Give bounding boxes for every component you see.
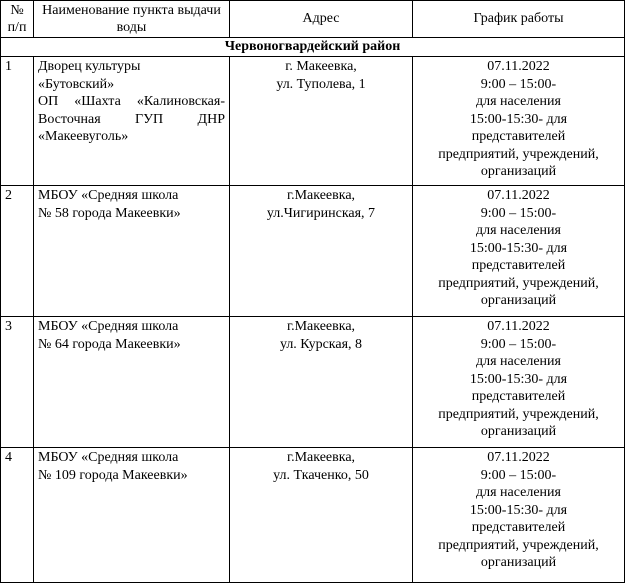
schedule-line: 9:00 – 15:00- [480, 76, 557, 92]
schedule-line: 07.11.2022 [487, 59, 550, 74]
name-line: МБОУ «Средняя школа [38, 188, 179, 203]
schedule-line: для населения [476, 223, 561, 238]
row-num: 3 [1, 317, 34, 448]
table-row [1, 317, 625, 448]
row-address [230, 57, 413, 186]
row-address [230, 186, 413, 317]
row-schedule [413, 317, 625, 448]
address-line: ул.Чигиринская, 7 [266, 205, 376, 221]
name-line: «Макеевуголь» [38, 129, 129, 144]
row-address [230, 317, 413, 448]
name-line: № 64 города Макеевки» [38, 336, 181, 352]
address-line: ул. Курская, 8 [279, 336, 363, 352]
schedule-line: организаций [480, 293, 557, 308]
schedule-line: предприятий, учреждений, [438, 146, 599, 162]
name-line: Восточная ГУП ДНР [38, 111, 225, 127]
name-line: № 58 города Макеевки» [38, 205, 181, 221]
schedule-line: 15:00-15:30- для [469, 371, 568, 387]
row-schedule [413, 186, 625, 317]
row-name [34, 186, 230, 317]
row-num: 1 [1, 57, 34, 186]
schedule-line: представителей [471, 258, 566, 273]
name-line: Дворец культуры [38, 59, 141, 74]
table-row [1, 57, 625, 186]
schedule-line: 9:00 – 15:00- [480, 336, 557, 352]
row-num: 4 [1, 448, 34, 583]
table-row [1, 186, 625, 317]
header-num: № п/п [1, 1, 34, 38]
row-name [34, 57, 230, 186]
schedule-line: представителей [471, 129, 566, 144]
header-name: Наименование пункта выдачи воды [34, 1, 230, 38]
table-header-row [1, 1, 625, 38]
district-row [1, 38, 625, 57]
row-schedule [413, 57, 625, 186]
name-line: «Бутовский» [38, 76, 115, 92]
address-line: г.Макеевка, [286, 188, 356, 203]
name-line: МБОУ «Средняя школа [38, 450, 179, 465]
district-title: Червоногвардейский район [1, 38, 625, 57]
address-line: г.Макеевка, [286, 450, 356, 465]
table-row [1, 448, 625, 583]
schedule-line: организаций [480, 555, 557, 570]
row-address [230, 448, 413, 583]
schedule-line: 15:00-15:30- для [469, 240, 568, 256]
schedule-line: 15:00-15:30- для [469, 502, 568, 518]
name-line: ОП «Шахта «Калиновская- [38, 94, 225, 109]
schedule-line: 9:00 – 15:00- [480, 467, 557, 483]
schedule-line: 07.11.2022 [487, 188, 550, 203]
schedule-line: организаций [480, 424, 557, 439]
address-line: г. Макеевка, [285, 59, 357, 74]
row-name [34, 317, 230, 448]
schedule-line: 9:00 – 15:00- [480, 205, 557, 221]
header-schedule: График работы [413, 1, 625, 38]
schedule-line: организаций [480, 164, 557, 179]
row-num: 2 [1, 186, 34, 317]
row-schedule [413, 448, 625, 583]
schedule-line: для населения [476, 354, 561, 369]
schedule-line: предприятий, учреждений, [438, 275, 599, 291]
schedule-line: предприятий, учреждений, [438, 537, 599, 553]
address-line: г.Макеевка, [286, 319, 356, 334]
schedule-line: представителей [471, 389, 566, 404]
header-address: Адрес [230, 1, 413, 38]
schedule-line: предприятий, учреждений, [438, 406, 599, 422]
address-line: ул. Туполева, 1 [276, 76, 366, 92]
name-line: МБОУ «Средняя школа [38, 319, 179, 334]
row-name [34, 448, 230, 583]
schedule-line: для населения [476, 485, 561, 500]
schedule-line: представителей [471, 520, 566, 535]
schedule-line: для населения [476, 94, 561, 109]
schedule-line: 15:00-15:30- для [469, 111, 568, 127]
schedule-line: 07.11.2022 [487, 450, 550, 465]
schedule-line: 07.11.2022 [487, 319, 550, 334]
address-line: ул. Ткаченко, 50 [273, 467, 369, 483]
name-line: № 109 города Макеевки» [38, 467, 188, 483]
